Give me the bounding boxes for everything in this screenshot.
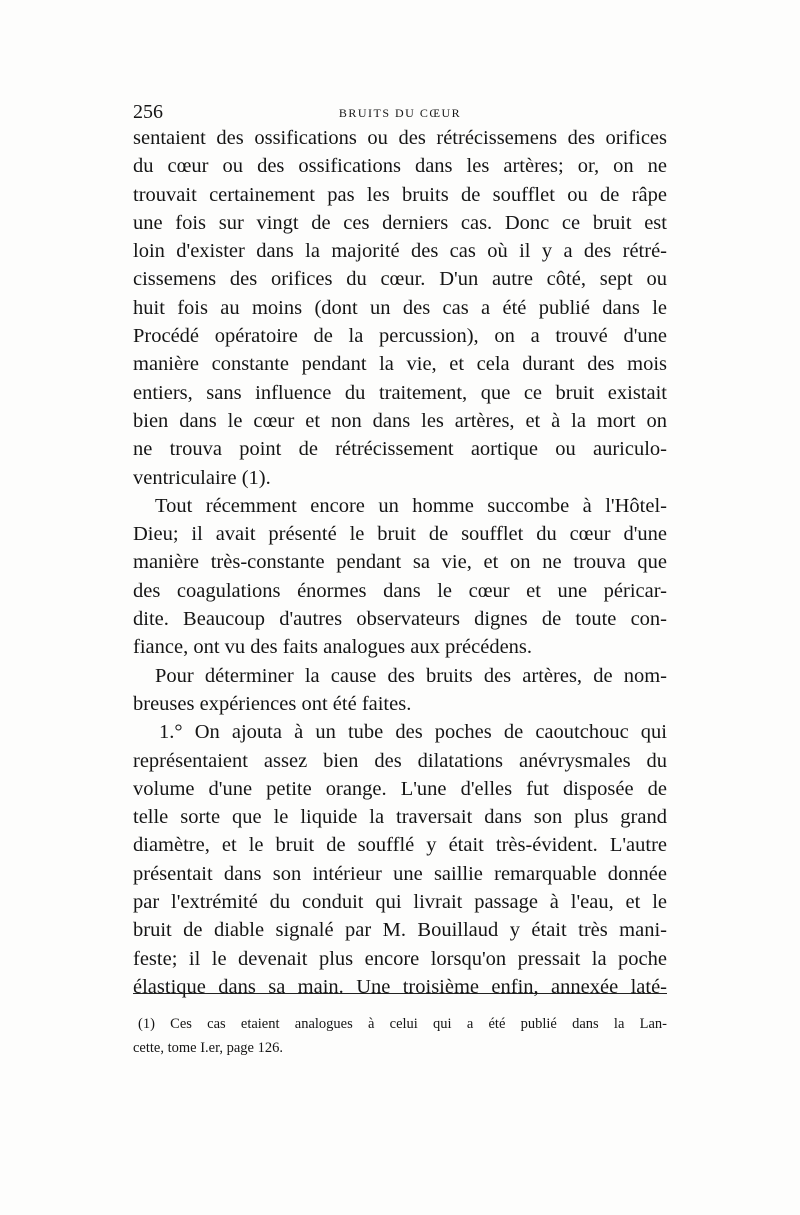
text-line: une fois sur vingt de ces derniers cas. Donc ce bruit est (133, 211, 667, 234)
text-line: cissemens des orifices du cœur. D'un autre côté, sept ou (133, 268, 667, 291)
text-line: huit fois au moins (dont un des cas a été publié dans le (133, 296, 667, 319)
text-line: trouvait certainement pas les bruits de soufflet ou de râpe (133, 183, 667, 206)
text-line: bruit de diable signalé par M. Bouillaud y était très mani- (133, 919, 667, 942)
text-line: présentait dans son intérieur une saillie remarquable donnée (133, 862, 667, 885)
text-line: des coagulations énormes dans le cœur et une péricar- (133, 579, 667, 602)
text-line: entiers, sans influence du traitement, que ce bruit existait (133, 381, 667, 404)
text-line: par l'extrémité du conduit qui livrait passage à l'eau, et le (133, 891, 667, 914)
text-line: sentaient des ossifications ou des rétrécissemens des orifices (133, 127, 667, 149)
text-line: ventriculaire (1). (133, 466, 271, 489)
page-number: 256 (133, 101, 163, 123)
text-line: Tout récemment encore un homme succombe à l'Hôtel- (155, 494, 667, 517)
text-line: breuses expériences ont été faites. (133, 692, 412, 715)
text-line: telle sorte que le liquide la traversait dans son plus grand (133, 806, 667, 829)
text-line: Procédé opératoire de la percussion), on a trouvé d'une (133, 325, 667, 348)
text-line: manière constante pendant la vie, et cela durant des mois (133, 353, 667, 376)
text-line: Pour déterminer la cause des bruits des artères, de nom- (155, 664, 667, 687)
footnote-rule (133, 993, 667, 994)
text-line: élastique dans sa main. Une troisième enfin, annexée laté- (133, 975, 667, 998)
footnotes (133, 1012, 667, 1060)
running-head: BRUITS DU CŒUR (338, 106, 462, 120)
text-line: bien dans le cœur et non dans les artères, et à la mort on (133, 409, 667, 432)
text-line: représentaient assez bien des dilatations anévrysmales du (133, 749, 667, 772)
footnote-line: cette, tome I.er, page 126. (133, 1040, 283, 1056)
text-line: volume d'une petite orange. L'une d'elles fut disposée de (133, 777, 667, 800)
footnote-line: (1) Ces cas etaient analogues à celui qui a été publié dans la Lan- (138, 1016, 667, 1032)
text-line: 1.° On ajouta à un tube des poches de caoutchouc qui (159, 721, 667, 744)
text-line: du cœur ou des ossifications dans les artères; or, on ne (133, 155, 667, 178)
text-line: loin d'exister dans la majorité des cas où il y a des rétré- (133, 240, 667, 263)
text-line: diamètre, et le bruit de soufflé y était très-évident. L'autre (133, 834, 667, 857)
page-header (133, 100, 667, 124)
text-line: dite. Beaucoup d'autres observateurs dignes de toute con- (133, 608, 667, 631)
text-line: fiance, ont vu des faits analogues aux précédens. (133, 636, 533, 659)
text-line: Dieu; il avait présenté le bruit de soufflet du cœur d'une (133, 523, 667, 546)
text-line: manière très-constante pendant sa vie, et on ne trouva que (133, 551, 667, 574)
text-line: ne trouva point de rétrécissement aortique ou auriculo- (133, 438, 667, 461)
text-line: feste; il le devenait plus encore lorsqu'on pressait la poche (133, 947, 667, 970)
body-text (133, 124, 667, 1001)
